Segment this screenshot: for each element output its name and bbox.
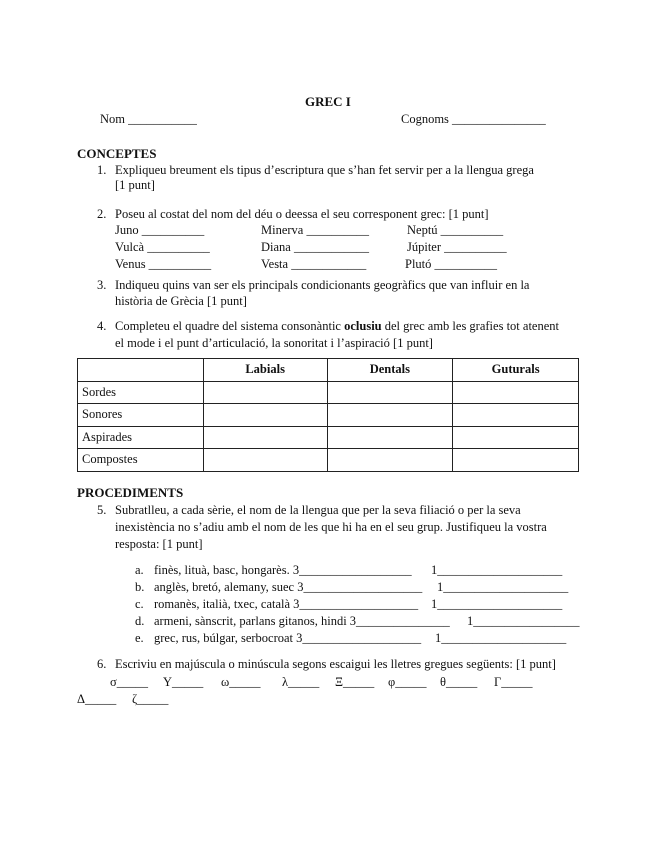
series-answer: 1____________________ [431, 597, 563, 611]
greek-letter-item: ζ_____ [132, 692, 169, 706]
question-1-text: Expliqueu breument els tipus d’escriptura que s’han fet servir per a la llengua grega [115, 163, 534, 177]
series-answer: 1_________________ [467, 614, 580, 628]
row-label-compostes: Compostes [78, 449, 204, 472]
series-letter: c. [135, 597, 144, 611]
table-cell[interactable] [203, 404, 327, 427]
row-label-sonores: Sonores [78, 404, 204, 427]
question-2-text: Poseu al costat del nom del déu o deessa el seu corresponent grec: [1 punt] [115, 207, 489, 221]
table-row [78, 404, 579, 427]
table-cell[interactable] [327, 449, 453, 472]
page-title: GREC I [305, 94, 351, 109]
god-item-minerva: Minerva __________ [261, 223, 369, 237]
series-text: finès, lituà, basc, hongarès. 3__________________ [154, 563, 412, 577]
greek-letter-item: φ_____ [388, 675, 427, 689]
consonant-table [77, 358, 579, 472]
table-cell[interactable] [203, 449, 327, 472]
question-6-text: Escriviu en majúscula o minúscula segons escaigui les lletres gregues següents: [1 punt] [115, 657, 556, 671]
question-5-text-cont: inexistència no s’adiu amb el nom de les que hi ha en el seu grup. Justifiqueu la vostra [115, 520, 547, 534]
question-5-text-cont: resposta: [1 punt] [115, 537, 203, 551]
series-text: grec, rus, búlgar, serbocroat 3___________________ [154, 631, 422, 645]
series-text: armeni, sànscrit, parlans gitanos, hindi 3_______________ [154, 614, 450, 628]
table-header-cell [78, 359, 204, 382]
table-cell[interactable] [453, 381, 579, 404]
series-answer: 1____________________ [437, 580, 569, 594]
series-letter: d. [135, 614, 145, 628]
table-header-dentals: Dentals [327, 359, 453, 382]
table-cell[interactable] [327, 426, 453, 449]
god-item-vulca: Vulcà __________ [115, 240, 210, 254]
greek-letter-item: Δ_____ [77, 692, 117, 706]
question-1-text-cont: [1 punt] [115, 178, 155, 192]
table-cell[interactable] [203, 381, 327, 404]
table-row [78, 381, 579, 404]
greek-letter-item: Ξ_____ [335, 675, 375, 689]
series-letter: e. [135, 631, 144, 645]
table-row [78, 426, 579, 449]
series-answer: 1____________________ [431, 563, 563, 577]
cognoms-field: Cognoms _______________ [401, 112, 546, 126]
series-text: romanès, italià, txec, català 3___________________ [154, 597, 419, 611]
series-letter: b. [135, 580, 145, 594]
series-letter: a. [135, 563, 144, 577]
question-number: 3. [97, 278, 107, 292]
question-number: 2. [97, 207, 107, 221]
question-number: 6. [97, 657, 107, 671]
question-4-text-pre: Completeu el quadre del sistema consonàntic [115, 319, 345, 333]
question-4-text-post: del grec amb les grafies tot atenent [381, 319, 559, 333]
table-cell[interactable] [453, 426, 579, 449]
table-row [78, 449, 579, 472]
greek-letter-item: λ_____ [282, 675, 320, 689]
question-3-text-cont: història de Grècia [1 punt] [115, 294, 247, 308]
question-4-text-bold: oclusiu [344, 319, 382, 333]
god-item-juno: Juno __________ [115, 223, 205, 237]
table-header-labials: Labials [203, 359, 327, 382]
series-answer: 1____________________ [435, 631, 567, 645]
row-label-aspirades: Aspirades [78, 426, 204, 449]
table-cell[interactable] [327, 381, 453, 404]
greek-letter-item: Υ_____ [163, 675, 204, 689]
question-number: 4. [97, 319, 107, 333]
question-4-text-cont: el mode i el punt d’articulació, la sonoritat i l’aspiració [1 punt] [115, 336, 433, 350]
god-item-neptu: Neptú __________ [407, 223, 504, 237]
series-text: anglès, bretó, alemany, suec 3___________________ [154, 580, 423, 594]
question-number: 5. [97, 503, 107, 517]
section-heading-procediments: PROCEDIMENTS [77, 485, 184, 500]
god-item-vesta: Vesta ____________ [261, 257, 367, 271]
question-3-text: Indiqueu quins van ser els principals condicionants geogràfics que van influir en la [115, 278, 530, 292]
section-heading-conceptes: CONCEPTES [77, 146, 157, 161]
table-header-guturals: Guturals [453, 359, 579, 382]
table-header-row [78, 359, 579, 382]
table-cell[interactable] [203, 426, 327, 449]
question-5-text: Subratlleu, a cada sèrie, el nom de la llengua que per la seva filiació o per la seva [115, 503, 521, 517]
god-item-diana: Diana ____________ [261, 240, 369, 254]
table-cell[interactable] [453, 404, 579, 427]
question-4-text [115, 319, 559, 334]
greek-letter-item: θ_____ [440, 675, 478, 689]
nom-field: Nom ___________ [100, 112, 197, 126]
greek-letter-item: σ_____ [110, 675, 148, 689]
table-cell[interactable] [327, 404, 453, 427]
greek-letter-item: Γ_____ [494, 675, 533, 689]
table-cell[interactable] [453, 449, 579, 472]
god-item-jupiter: Júpiter __________ [407, 240, 507, 254]
god-item-venus: Venus __________ [115, 257, 212, 271]
god-item-pluto: Plutó __________ [405, 257, 498, 271]
question-number: 1. [97, 163, 107, 177]
greek-letter-item: ω_____ [221, 675, 261, 689]
row-label-sordes: Sordes [78, 381, 204, 404]
